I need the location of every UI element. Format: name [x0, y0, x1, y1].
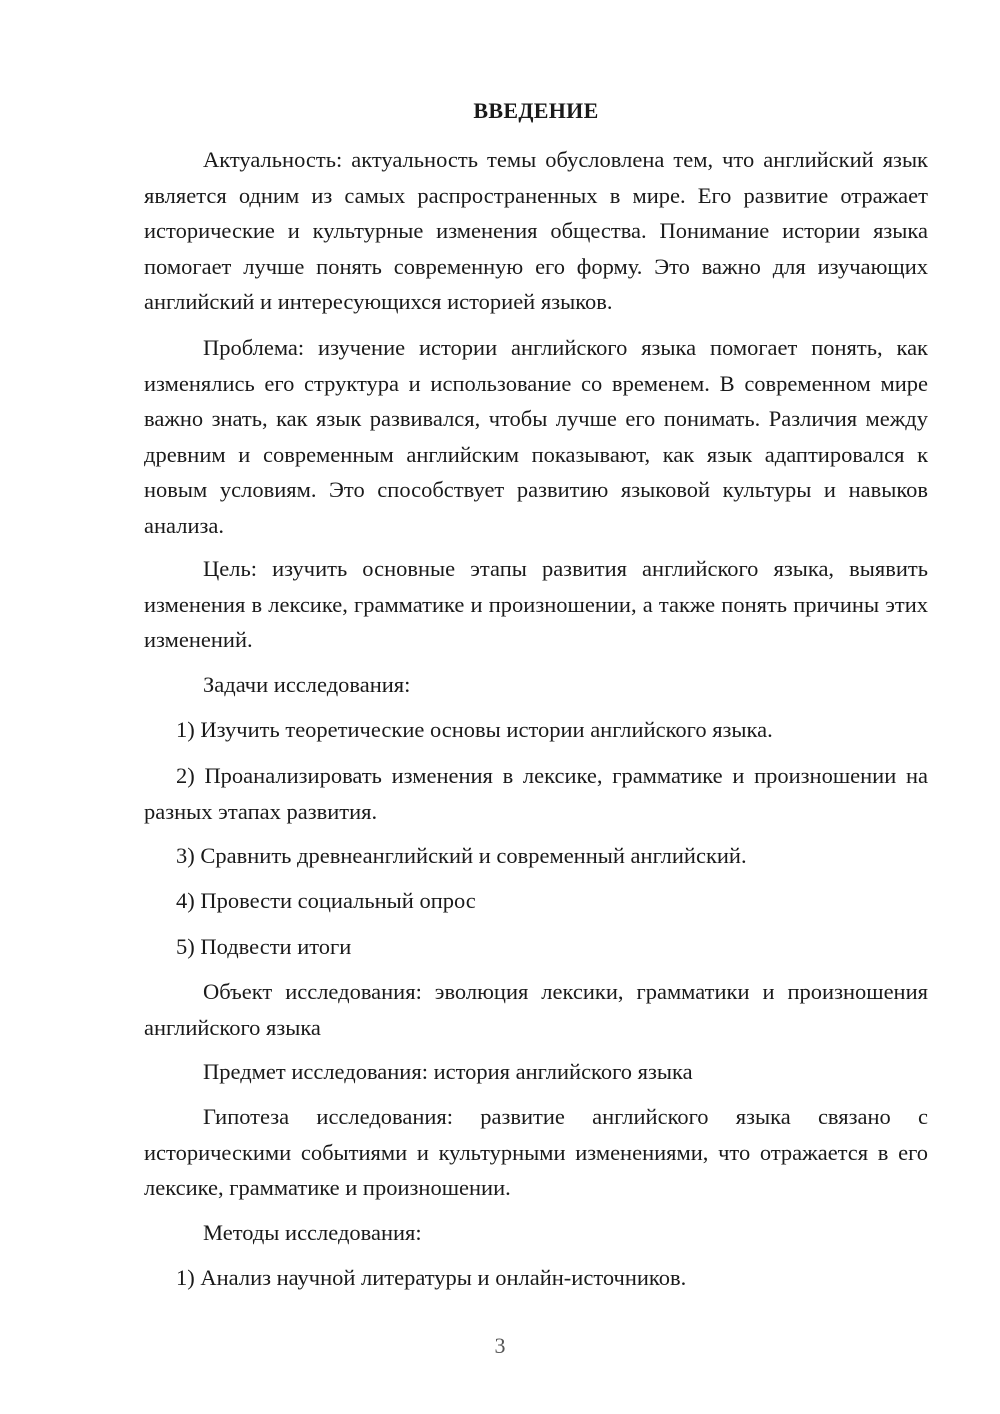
paragraph-relevance: Актуальность: актуальность темы обусловлена тем, что английский язык является одним из самых распространенных в мире. Его развитие отражает исторические и культурные изменения общества. Понимание истории языка помогает лучше понять современную его форму. Это важно для изучающих английский и интересующихся историей языков.	[144, 147, 928, 315]
list-item-task-3: 3) Сравнить древнеанглийский и современный английский.	[176, 843, 747, 868]
paragraph-tasks-heading: Задачи исследования:	[203, 672, 411, 697]
list-item-method-1: 1) Анализ научной литературы и онлайн-источников.	[176, 1265, 687, 1290]
paragraph-methods-heading: Методы исследования:	[203, 1220, 422, 1245]
list-item-task-1: 1) Изучить теоретические основы истории английского языка.	[176, 717, 773, 742]
list-item-task-2: 2) Проанализировать изменения в лексике, грамматике и произношении на разных этапах развития.	[144, 763, 928, 824]
paragraph-problem: Проблема: изучение истории английского языка помогает понять, как изменялись его структура и использование со временем. В современном мире важно знать, как язык развивался, чтобы лучше его понимать. Различия между древним и современным английским показывают, как язык адаптировался к новым условиям. Это способствует развитию языковой культуры и навыков анализа.	[144, 335, 928, 538]
paragraph-hypothesis: Гипотеза исследования: развитие английского языка связано с историческими событиями и культурными изменениями, что отражается в его лексике, грамматике и произношении.	[144, 1104, 928, 1201]
section-title: ВВЕДЕНИЕ	[473, 98, 599, 123]
paragraph-object: Объект исследования: эволюция лексики, грамматики и произношения английского языка	[144, 979, 928, 1040]
list-item-task-4: 4) Провести социальный опрос	[176, 888, 476, 913]
list-item-task-5: 5) Подвести итоги	[176, 934, 352, 959]
paragraph-goal: Цель: изучить основные этапы развития английского языка, выявить изменения в лексике, грамматике и произношении, а также понять причины этих изменений.	[144, 556, 928, 653]
paragraph-subject: Предмет исследования: история английского языка	[203, 1059, 693, 1084]
page-number: 3	[494, 1333, 506, 1358]
